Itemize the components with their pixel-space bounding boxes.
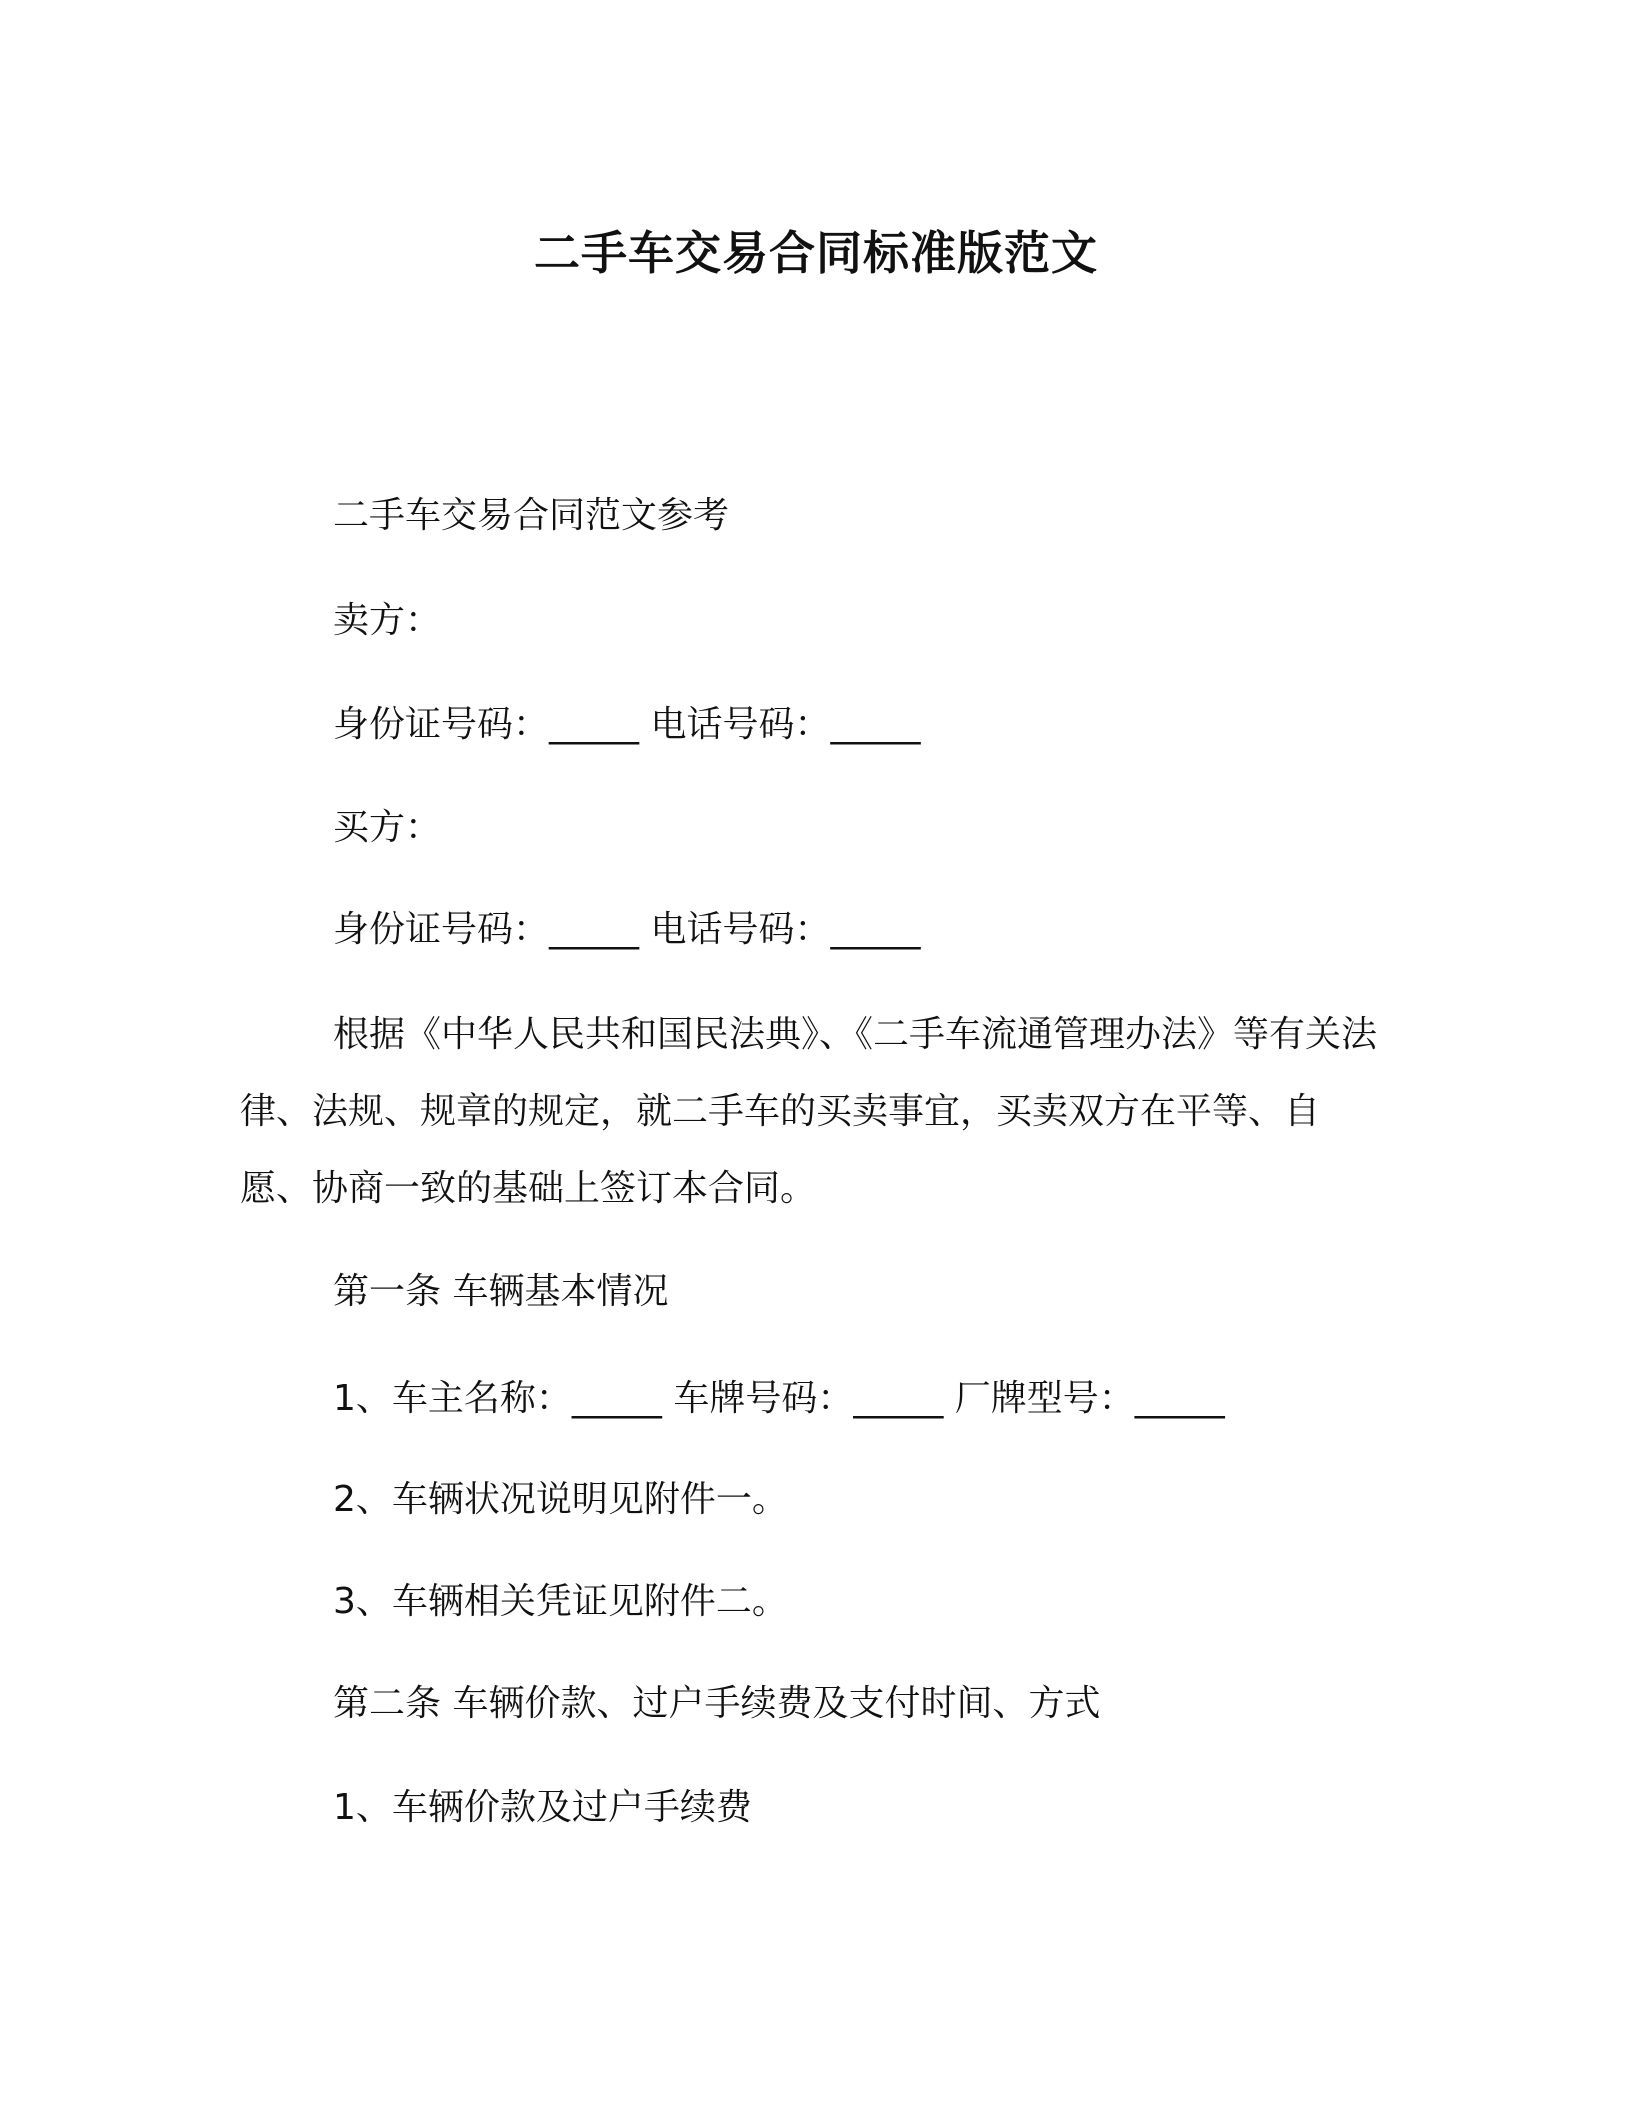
article1-heading: 第一条 车辆基本情况 xyxy=(333,1271,669,1312)
preamble-text: 根据《中华人民共和国民法典》、《二手车流通管理办法》等有关法律、法规、规章的规定，就二手车的买卖事宜，买卖双方在平等、自愿、协商一致的基础上签订本合同。 xyxy=(240,1014,1378,1209)
seller-id-phone-line: 身份证号码：_____ 电话号码：_____ xyxy=(333,704,921,745)
buyer-label: 买方： xyxy=(333,807,442,848)
article1-item1: 1、车主名称：_____ 车牌号码：_____ 厂牌型号：_____ xyxy=(333,1378,1225,1419)
article2-item1: 1、车辆价款及过户手续费 xyxy=(333,1787,752,1828)
seller-label: 卖方： xyxy=(333,600,442,641)
document-subtitle: 二手车交易合同范文参考 xyxy=(333,495,730,536)
preamble-paragraph xyxy=(240,996,1390,1227)
article2-heading: 第二条 车辆价款、过户手续费及支付时间、方式 xyxy=(333,1683,1101,1724)
article1-item3: 3、车辆相关凭证见附件二。 xyxy=(333,1581,788,1622)
article1-item2: 2、车辆状况说明见附件一。 xyxy=(333,1479,788,1520)
document-title: 二手车交易合同标准版范文 xyxy=(534,226,1098,280)
buyer-id-phone-line: 身份证号码：_____ 电话号码：_____ xyxy=(333,909,921,950)
